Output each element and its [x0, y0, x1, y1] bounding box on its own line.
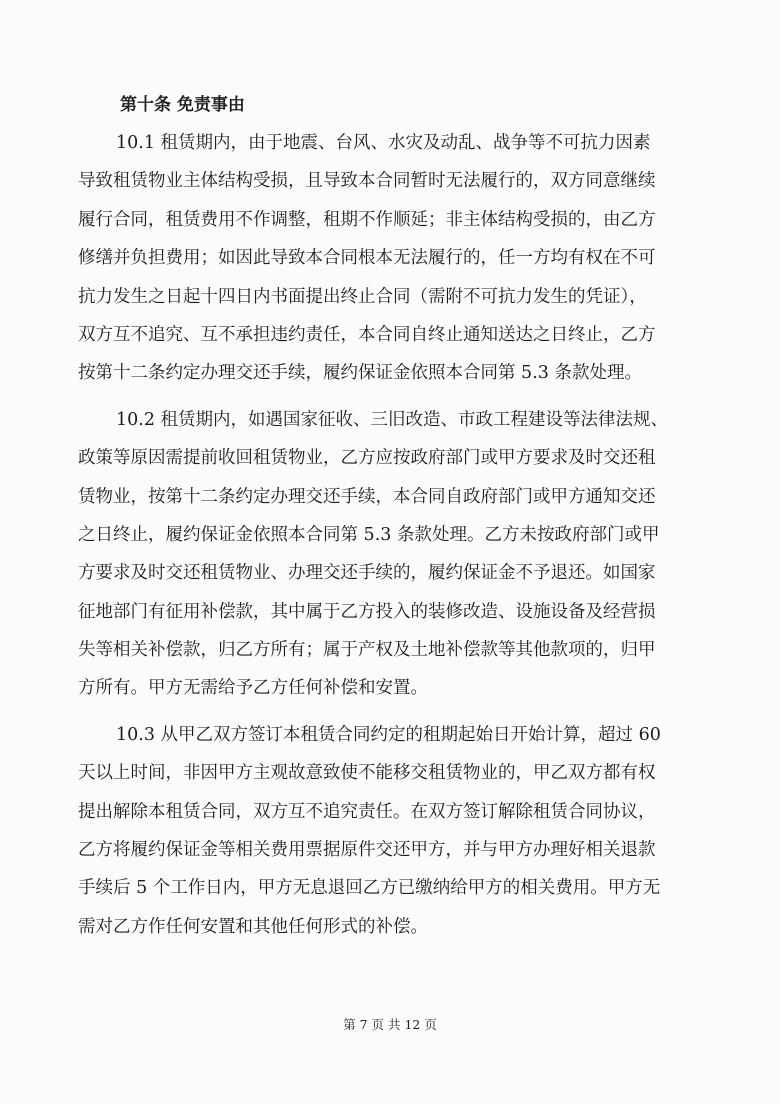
paragraph-10-2: [78, 401, 702, 708]
text-line: 导致租赁物业主体结构受损，且导致本合同暂时无法履行的，双方同意继续: [78, 171, 656, 192]
text-line: 天以上时间，非因甲方主观故意致使不能移交租赁物业的，甲乙双方都有权: [78, 763, 656, 784]
document-body: [78, 86, 702, 954]
text-line: 提出解除本租赁合同，双方互不追究责任。在双方签订解除租赁合同协议，: [78, 801, 656, 822]
text-line: 方要求及时交还租赁物业、办理交还手续的，履约保证金不予退还。如国家: [78, 563, 656, 584]
text-line: 10.3 从甲乙双方签订本租赁合同约定的租期起始日开始计算，超过 60: [116, 724, 661, 745]
text-line: 抗力发生之日起十四日内书面提出终止合同（需附不可抗力发生的凭证），: [78, 286, 647, 307]
text-line: 双方互不追究、互不承担违约责任，本合同自终止通知送达之日终止，乙方: [78, 324, 656, 345]
text-line: 方所有。甲方无需给予乙方任何补偿和安置。: [78, 678, 428, 699]
text-line: 赁物业，按第十二条约定办理交还手续，本合同自政府部门或甲方通知交还: [78, 486, 656, 507]
text-line: 乙方将履约保证金等相关费用票据原件交还甲方，并与甲方办理好相关退款: [78, 840, 656, 861]
text-line: 手续后 5 个工作日内，甲方无息退回乙方已缴纳给甲方的相关费用。甲方无: [78, 878, 661, 899]
text-line: 失等相关补偿款，归乙方所有；属于产权及土地补偿款等其他款项的，归甲: [78, 640, 656, 661]
page-number: 第 7 页 共 12 页: [343, 1017, 437, 1032]
text-line: 按第十二条约定办理交还手续，履约保证金依照本合同第 5.3 条款处理。: [78, 363, 642, 384]
text-line: 10.1 租赁期内，由于地震、台风、水灾及动乱、战争等不可抗力因素: [116, 133, 651, 153]
text-line: 政策等原因需提前收回租赁物业，乙方应按政府部门或甲方要求及时交还租: [78, 448, 656, 469]
paragraph-10-1: [78, 124, 702, 393]
text-line: 之日终止，履约保证金依照本合同第 5.3 条款处理。乙方未按政府部门或甲: [78, 524, 660, 545]
paragraph-10-3: [78, 716, 702, 946]
text-line: 履行合同，租赁费用不作调整，租期不作顺延；非主体结构受损的，由乙方: [78, 209, 656, 230]
text-line: 10.2 租赁期内，如遇国家征收、三旧改造、市政工程建设等法律法规、: [116, 409, 669, 430]
text-line: 修缮并负担费用；如因此导致本合同根本无法履行的，任一方均有权在不可: [78, 248, 656, 269]
text-line: 需对乙方作任何安置和其他任何形式的补偿。: [78, 916, 428, 937]
text-line: 征地部门有征用补偿款，其中属于乙方投入的装修改造、设施设备及经营损: [78, 601, 656, 622]
section-title: 第十条 免责事由: [120, 95, 245, 115]
